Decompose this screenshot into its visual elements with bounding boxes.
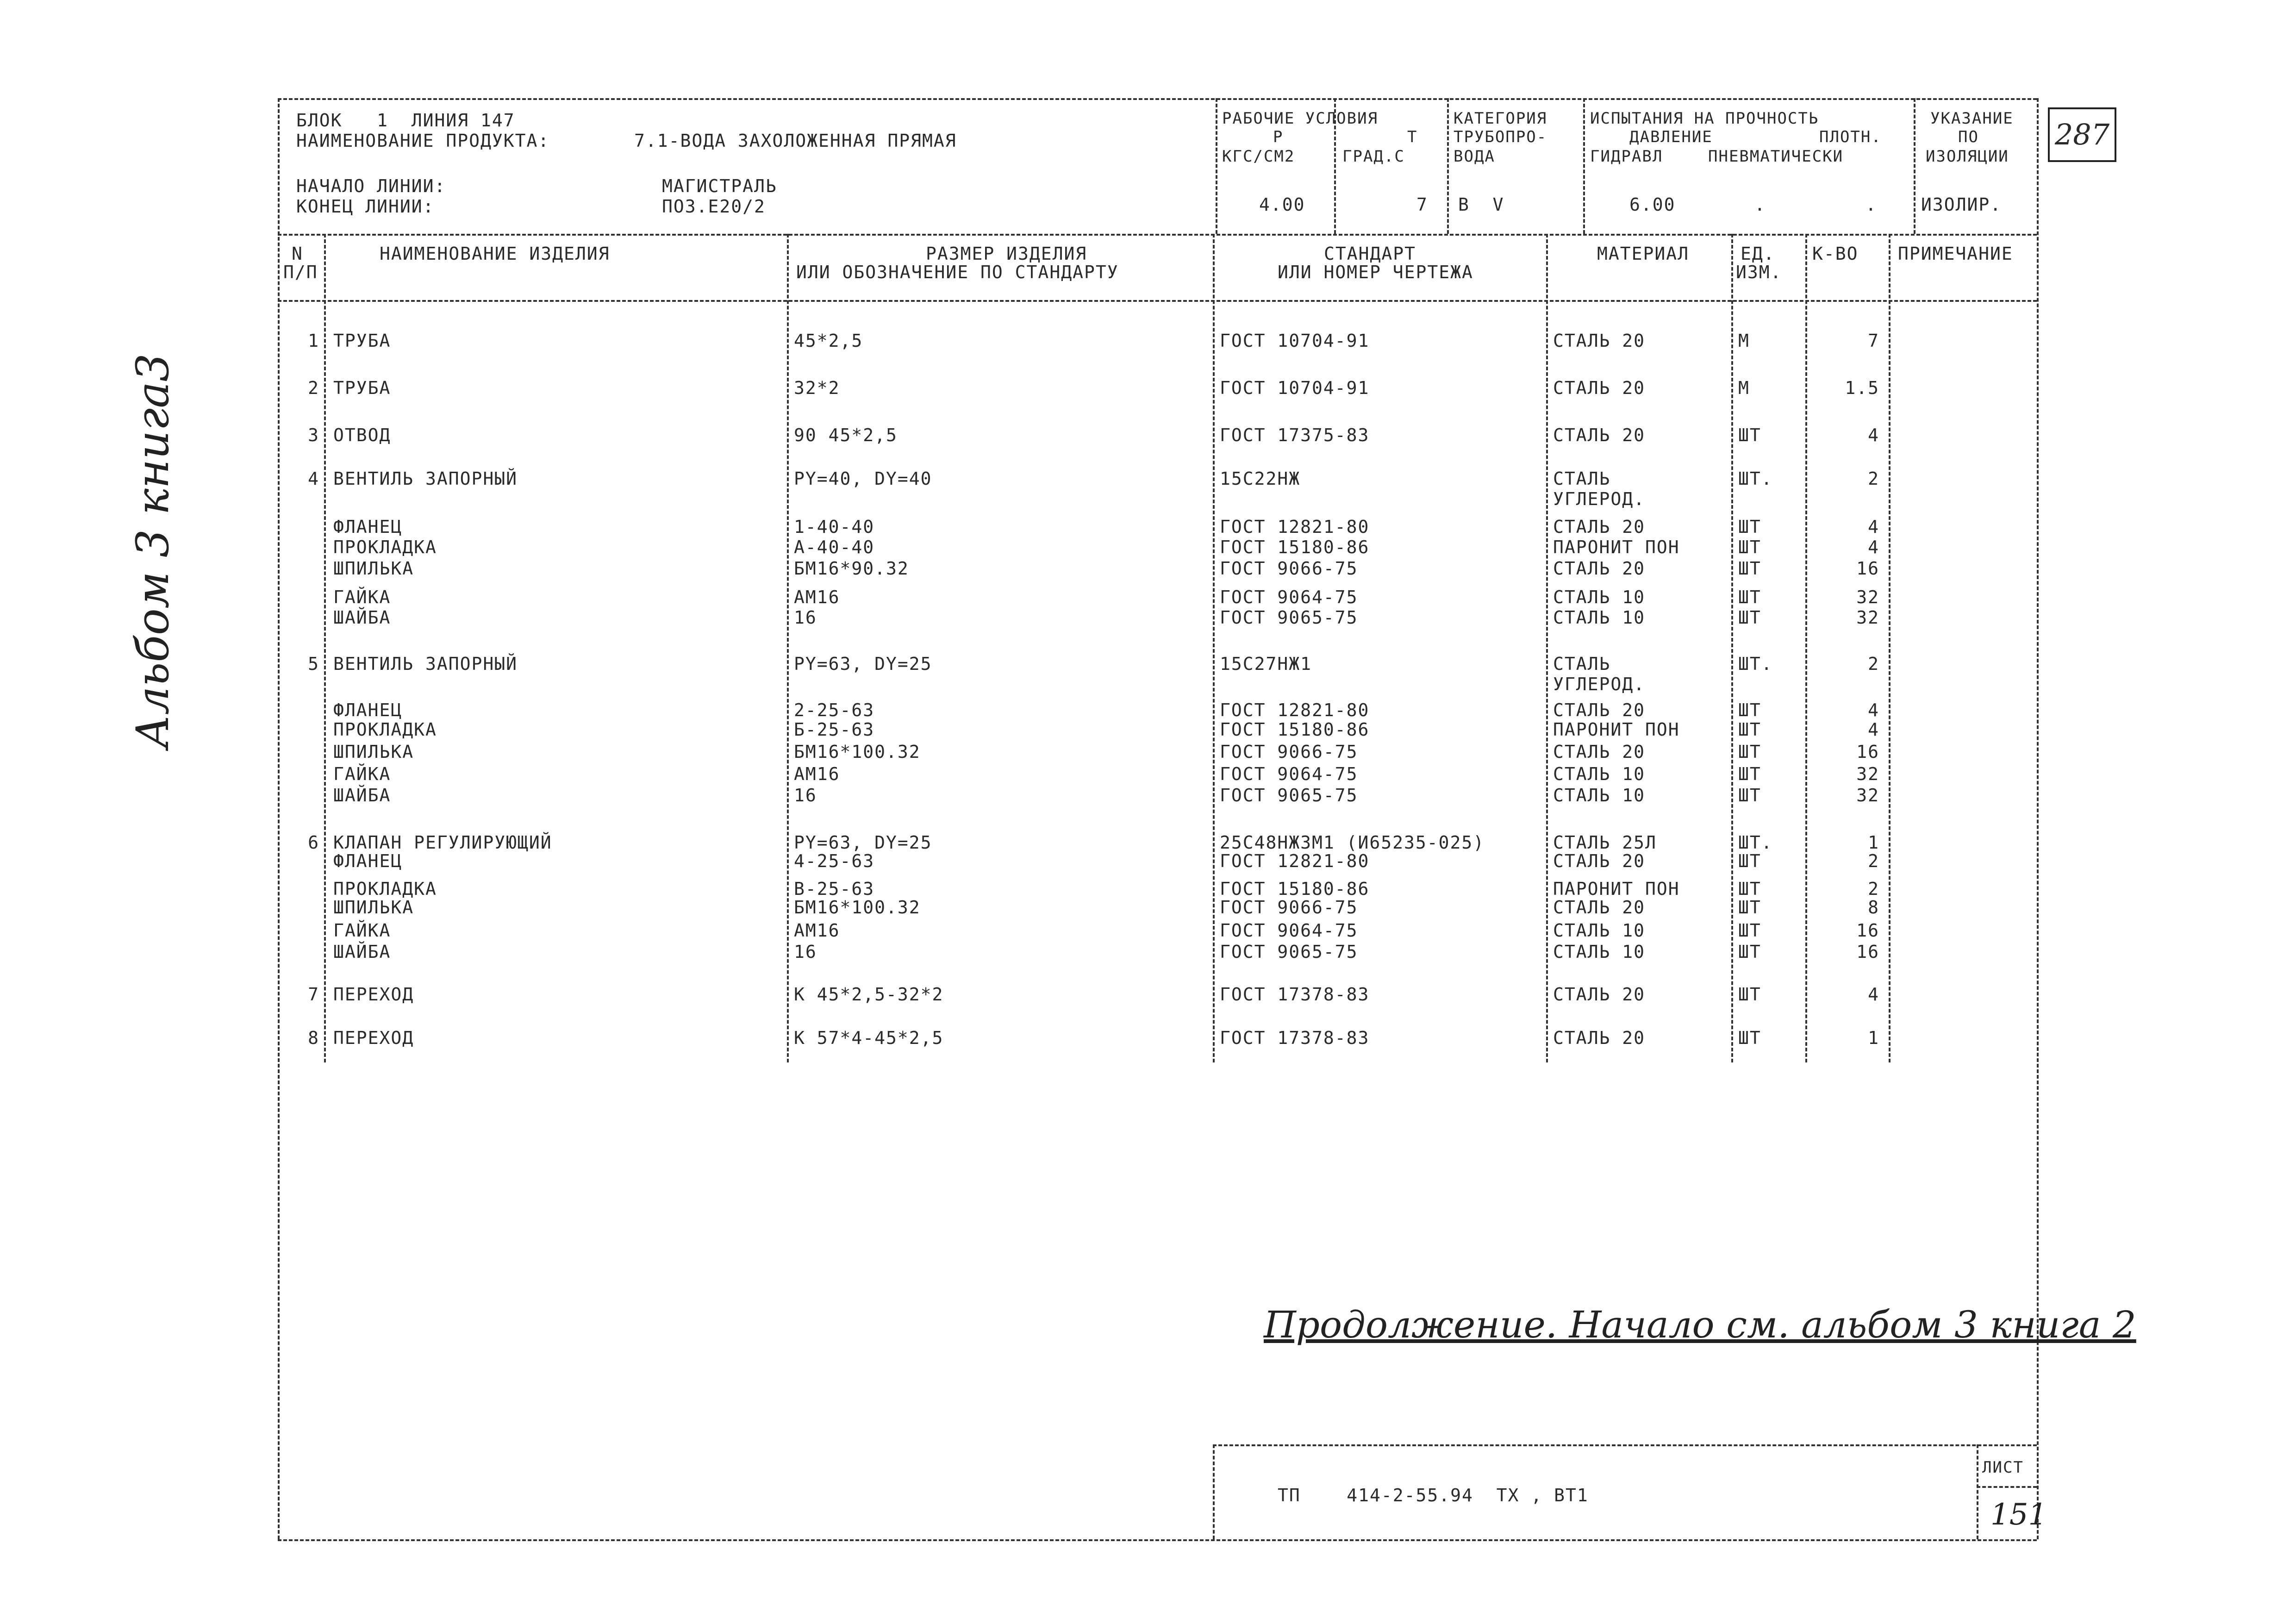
row-size: 32*2 <box>794 378 840 398</box>
test-pressure-label: ДАВЛЕНИЕ <box>1629 128 1713 146</box>
row-material: СТАЛЬ 20 <box>1553 851 1646 871</box>
title-block-top-line <box>1213 1444 2037 1446</box>
row-size: 16 <box>794 785 817 806</box>
col-header-unit: ЕД. <box>1741 244 1775 264</box>
row-unit: ШТ <box>1738 942 1761 962</box>
row-material: СТАЛЬ 20 <box>1553 984 1646 1005</box>
pneumatic-value: . <box>1754 194 1766 215</box>
row-size: 4-25-63 <box>794 851 875 871</box>
pressure-unit: КГС/СМ2 <box>1222 147 1295 166</box>
row-number: 8 <box>308 1028 319 1048</box>
row-number: 3 <box>308 425 319 445</box>
line-start-label: НАЧАЛО ЛИНИИ: <box>296 176 446 196</box>
row-size: К 57*4-45*2,5 <box>794 1028 944 1048</box>
row-number: 4 <box>308 468 319 489</box>
working-conditions-label: РАБОЧИЕ УСЛОВИЯ <box>1222 109 1379 128</box>
row-standard: ГОСТ 15180-86 <box>1220 719 1370 740</box>
row-unit: М <box>1738 331 1750 351</box>
row-qty: 16 <box>1856 942 1879 962</box>
row-standard: ГОСТ 9065-75 <box>1220 607 1358 628</box>
row-qty: 32 <box>1856 785 1879 806</box>
row-material: СТАЛЬ 10 <box>1553 764 1646 784</box>
row-standard: ГОСТ 10704-91 <box>1220 331 1370 351</box>
row-qty: 4 <box>1868 517 1879 537</box>
row-standard: ГОСТ 9064-75 <box>1220 764 1358 784</box>
row-material: СТАЛЬ <box>1553 468 1611 489</box>
col-header-standard: СТАНДАРТ <box>1324 244 1416 264</box>
row-name: ПЕРЕХОД <box>333 1028 414 1048</box>
row-name: ВЕНТИЛЬ ЗАПОРНЫЙ <box>333 654 518 674</box>
table-col-sep <box>1889 234 1890 1062</box>
row-size: А-40-40 <box>794 537 875 557</box>
strength-test-label: ИСПЫТАНИЯ НА ПРОЧНОСТЬ <box>1590 109 1819 128</box>
row-standard: 25С48НЖ3М1 (И65235-025) <box>1220 832 1485 853</box>
row-qty: 16 <box>1856 742 1879 762</box>
row-qty: 16 <box>1856 920 1879 941</box>
row-size: PY=63, DY=25 <box>794 654 932 674</box>
row-size: 16 <box>794 942 817 962</box>
row-size: АМ16 <box>794 764 840 784</box>
row-qty: 4 <box>1868 700 1879 720</box>
row-standard: ГОСТ 15180-86 <box>1220 879 1370 899</box>
row-size: 1-40-40 <box>794 517 875 537</box>
document-code: ТП 414-2-55.94 ТХ , ВТ1 <box>1278 1485 1589 1505</box>
row-name: ШПИЛЬКА <box>333 558 414 579</box>
row-material: СТАЛЬ 10 <box>1553 785 1646 806</box>
row-unit: ШТ <box>1738 700 1761 720</box>
table-col-sep <box>787 234 789 1062</box>
row-unit: М <box>1738 378 1750 398</box>
row-material: СТАЛЬ 20 <box>1553 558 1646 579</box>
row-material: СТАЛЬ 20 <box>1553 517 1646 537</box>
insulation-value: ИЗОЛИР. <box>1921 194 2002 215</box>
row-material: СТАЛЬ 10 <box>1553 942 1646 962</box>
row-material: СТАЛЬ 20 <box>1553 331 1646 351</box>
block-line-info: БЛОК 1 ЛИНИЯ 147 <box>296 110 515 131</box>
temperature-unit: ГРАД.С <box>1342 147 1405 166</box>
product-label: НАИМЕНОВАНИЕ ПРОДУКТА: <box>296 131 550 151</box>
row-unit: ШТ <box>1738 537 1761 557</box>
row-unit: ШТ <box>1738 719 1761 740</box>
row-material: СТАЛЬ 20 <box>1553 742 1646 762</box>
row-material: ПАРОНИТ ПОН <box>1553 879 1680 899</box>
row-size: АМ16 <box>794 920 840 941</box>
row-unit: ШТ <box>1738 897 1761 918</box>
row-standard: ГОСТ 9064-75 <box>1220 920 1358 941</box>
row-qty: 4 <box>1868 719 1879 740</box>
row-standard: ГОСТ 12821-80 <box>1220 851 1370 871</box>
row-material: УГЛЕРОД. <box>1553 489 1646 509</box>
product-value: 7.1-ВОДА ЗАХОЛОЖЕННАЯ ПРЯМАЯ <box>634 131 957 151</box>
row-name: ПЕРЕХОД <box>333 984 414 1005</box>
col-header-size-2: ИЛИ ОБОЗНАЧЕНИЕ ПО СТАНДАРТУ <box>796 262 1119 282</box>
row-unit: ШТ. <box>1738 468 1773 489</box>
row-standard: ГОСТ 12821-80 <box>1220 700 1370 720</box>
row-qty: 4 <box>1868 425 1879 445</box>
row-material: ПАРОНИТ ПОН <box>1553 719 1680 740</box>
row-unit: ШТ <box>1738 587 1761 607</box>
row-material: СТАЛЬ 10 <box>1553 587 1646 607</box>
row-standard: 15С27НЖ1 <box>1220 654 1312 674</box>
line-end-value: ПОЗ.Е20/2 <box>662 196 766 217</box>
row-name: ШПИЛЬКА <box>333 897 414 918</box>
row-name: ОТВОД <box>333 425 391 445</box>
row-material: СТАЛЬ 20 <box>1553 897 1646 918</box>
row-standard: ГОСТ 9064-75 <box>1220 587 1358 607</box>
row-size: 90 45*2,5 <box>794 425 898 445</box>
row-unit: ШТ <box>1738 558 1761 579</box>
row-material: СТАЛЬ 20 <box>1553 378 1646 398</box>
row-standard: ГОСТ 9066-75 <box>1220 742 1358 762</box>
row-number: 1 <box>308 331 319 351</box>
sheet-label: ЛИСТ <box>1982 1458 2024 1477</box>
insulation-label: УКАЗАНИЕ <box>1930 109 2014 128</box>
header-divider-line <box>278 234 2037 236</box>
row-name: ГАЙКА <box>333 920 391 941</box>
sheet-cell-left-line <box>1977 1444 1978 1539</box>
row-material: СТАЛЬ 20 <box>1553 1028 1646 1048</box>
row-name: ШАЙБА <box>333 785 391 806</box>
row-unit: ШТ <box>1738 742 1761 762</box>
row-unit: ШТ <box>1738 607 1761 628</box>
row-qty: 32 <box>1856 764 1879 784</box>
row-qty: 1 <box>1868 1028 1879 1048</box>
row-qty: 2 <box>1868 851 1879 871</box>
row-qty: 2 <box>1868 468 1879 489</box>
row-number: 6 <box>308 832 319 853</box>
header-col-sep <box>1914 98 1915 234</box>
row-standard: ГОСТ 9065-75 <box>1220 942 1358 962</box>
col-header-number-2: П/П <box>283 262 318 282</box>
row-standard: ГОСТ 9066-75 <box>1220 897 1358 918</box>
row-material: СТАЛЬ 25Л <box>1553 832 1657 853</box>
row-unit: ШТ <box>1738 785 1761 806</box>
row-standard: ГОСТ 17375-83 <box>1220 425 1370 445</box>
temperature-value: 7 <box>1416 194 1428 215</box>
row-qty: 32 <box>1856 607 1879 628</box>
row-qty: 7 <box>1868 331 1879 351</box>
col-header-name: НАИМЕНОВАНИЕ ИЗДЕЛИЯ <box>380 244 610 264</box>
insulation-label-3: ИЗОЛЯЦИИ <box>1926 147 2009 166</box>
table-col-sep <box>1546 234 1548 1062</box>
row-name: ШПИЛЬКА <box>333 742 414 762</box>
row-unit: ШТ <box>1738 764 1761 784</box>
density-value: . <box>1866 194 1877 215</box>
row-size: 16 <box>794 607 817 628</box>
row-name: ФЛАНЕЦ <box>333 700 403 720</box>
title-block-left-line <box>1213 1444 1215 1539</box>
row-qty: 1 <box>1868 832 1879 853</box>
row-unit: ШТ. <box>1738 654 1773 674</box>
row-size: БМ16*90.32 <box>794 558 909 579</box>
table-col-sep <box>1805 234 1807 1062</box>
col-header-qty: К-ВО <box>1812 244 1859 264</box>
sheet-cell-divider-line <box>1977 1486 2037 1488</box>
col-header-number: N <box>292 244 303 264</box>
page-number-box <box>2048 107 2116 162</box>
row-size: 2-25-63 <box>794 700 875 720</box>
row-standard: ГОСТ 17378-83 <box>1220 984 1370 1005</box>
row-size: АМ16 <box>794 587 840 607</box>
row-material: СТАЛЬ 20 <box>1553 700 1646 720</box>
row-unit: ШТ <box>1738 879 1761 899</box>
page-number: 287 <box>2054 118 2110 151</box>
row-qty: 32 <box>1856 587 1879 607</box>
hydraulic-label: ГИДРАВЛ <box>1590 147 1663 166</box>
row-size: PY=40, DY=40 <box>794 468 932 489</box>
col-header-unit-2: ИЗМ. <box>1736 262 1782 282</box>
row-qty: 4 <box>1868 984 1879 1005</box>
album-label: Альбом 3 книга3 <box>127 353 179 749</box>
row-size: PY=63, DY=25 <box>794 832 932 853</box>
row-unit: ШТ. <box>1738 832 1773 853</box>
frame-top-line <box>278 98 2037 100</box>
row-size: К 45*2,5-32*2 <box>794 984 944 1005</box>
row-qty: 16 <box>1856 558 1879 579</box>
row-name: ФЛАНЕЦ <box>333 851 403 871</box>
row-material: СТАЛЬ 20 <box>1553 425 1646 445</box>
pipeline-category-label-2: ТРУБОПРО- <box>1454 128 1547 146</box>
column-header-bottom-line <box>278 300 2037 302</box>
frame-left-line <box>278 98 280 1539</box>
row-material: СТАЛЬ 10 <box>1553 920 1646 941</box>
row-material: УГЛЕРОД. <box>1553 674 1646 694</box>
pipeline-category-label-3: ВОДА <box>1454 147 1495 166</box>
row-qty: 8 <box>1868 897 1879 918</box>
row-standard: ГОСТ 12821-80 <box>1220 517 1370 537</box>
row-material: ПАРОНИТ ПОН <box>1553 537 1680 557</box>
pressure-value: 4.00 <box>1259 194 1305 215</box>
row-number: 2 <box>308 378 319 398</box>
row-size: 45*2,5 <box>794 331 863 351</box>
row-name: ВЕНТИЛЬ ЗАПОРНЫЙ <box>333 468 518 489</box>
row-standard: ГОСТ 17378-83 <box>1220 1028 1370 1048</box>
line-end-label: КОНЕЦ ЛИНИИ: <box>296 196 435 217</box>
row-size: Б-25-63 <box>794 719 875 740</box>
pneumatic-label: ПНЕВМАТИЧЕСКИ <box>1708 147 1844 166</box>
frame-bottom-line <box>278 1539 2037 1541</box>
table-col-sep <box>1213 234 1215 1062</box>
row-material: СТАЛЬ 10 <box>1553 607 1646 628</box>
test-density-label: ПЛОТН. <box>1819 128 1882 146</box>
col-header-size: РАЗМЕР ИЗДЕЛИЯ <box>926 244 1087 264</box>
row-material: СТАЛЬ <box>1553 654 1611 674</box>
table-col-sep <box>1731 234 1733 1062</box>
table-col-sep <box>324 234 326 1062</box>
row-name: ШАЙБА <box>333 607 391 628</box>
row-name: ПРОКЛАДКА <box>333 879 437 899</box>
continuation-note: Продолжение. Начало см. альбом 3 книга 2 <box>1264 1303 2136 1346</box>
pipeline-category-label: КАТЕГОРИЯ <box>1454 109 1547 128</box>
row-unit: ШТ <box>1738 984 1761 1005</box>
col-header-material: МАТЕРИАЛ <box>1597 244 1690 264</box>
line-start-value: МАГИСТРАЛЬ <box>662 176 777 196</box>
row-standard: ГОСТ 15180-86 <box>1220 537 1370 557</box>
row-name: ПРОКЛАДКА <box>333 537 437 557</box>
row-qty: 2 <box>1868 879 1879 899</box>
row-qty: 1.5 <box>1845 378 1879 398</box>
row-size: БМ16*100.32 <box>794 742 921 762</box>
row-standard: ГОСТ 10704-91 <box>1220 378 1370 398</box>
row-unit: ШТ <box>1738 851 1761 871</box>
row-size: БМ16*100.32 <box>794 897 921 918</box>
row-name: ГАЙКА <box>333 587 391 607</box>
pipeline-category-value: B V <box>1458 194 1504 215</box>
header-col-sep <box>1583 98 1585 234</box>
sheet-number: 151 <box>1990 1498 2047 1532</box>
pressure-p-label: Р <box>1273 128 1284 146</box>
row-qty: 2 <box>1868 654 1879 674</box>
row-name: ТРУБА <box>333 331 391 351</box>
row-size: В-25-63 <box>794 879 875 899</box>
row-name: КЛАПАН РЕГУЛИРУЮЩИЙ <box>333 832 552 853</box>
hydraulic-value: 6.00 <box>1629 194 1676 215</box>
row-name: ФЛАНЕЦ <box>333 517 403 537</box>
row-number: 5 <box>308 654 319 674</box>
col-header-note: ПРИМЕЧАНИЕ <box>1898 244 2013 264</box>
row-name: ТРУБА <box>333 378 391 398</box>
insulation-label-2: ПО <box>1958 128 1979 146</box>
row-qty: 4 <box>1868 537 1879 557</box>
row-unit: ШТ <box>1738 517 1761 537</box>
row-unit: ШТ <box>1738 425 1761 445</box>
header-col-sep <box>1447 98 1449 234</box>
header-col-sep <box>1216 98 1217 234</box>
row-unit: ШТ <box>1738 1028 1761 1048</box>
row-number: 7 <box>308 984 319 1005</box>
row-standard: ГОСТ 9065-75 <box>1220 785 1358 806</box>
temperature-t-label: Т <box>1407 128 1418 146</box>
row-unit: ШТ <box>1738 920 1761 941</box>
row-name: ПРОКЛАДКА <box>333 719 437 740</box>
row-name: ШАЙБА <box>333 942 391 962</box>
row-standard: 15С22НЖ <box>1220 468 1301 489</box>
row-name: ГАЙКА <box>333 764 391 784</box>
row-standard: ГОСТ 9066-75 <box>1220 558 1358 579</box>
col-header-standard-2: ИЛИ НОМЕР ЧЕРТЕЖА <box>1278 262 1473 282</box>
